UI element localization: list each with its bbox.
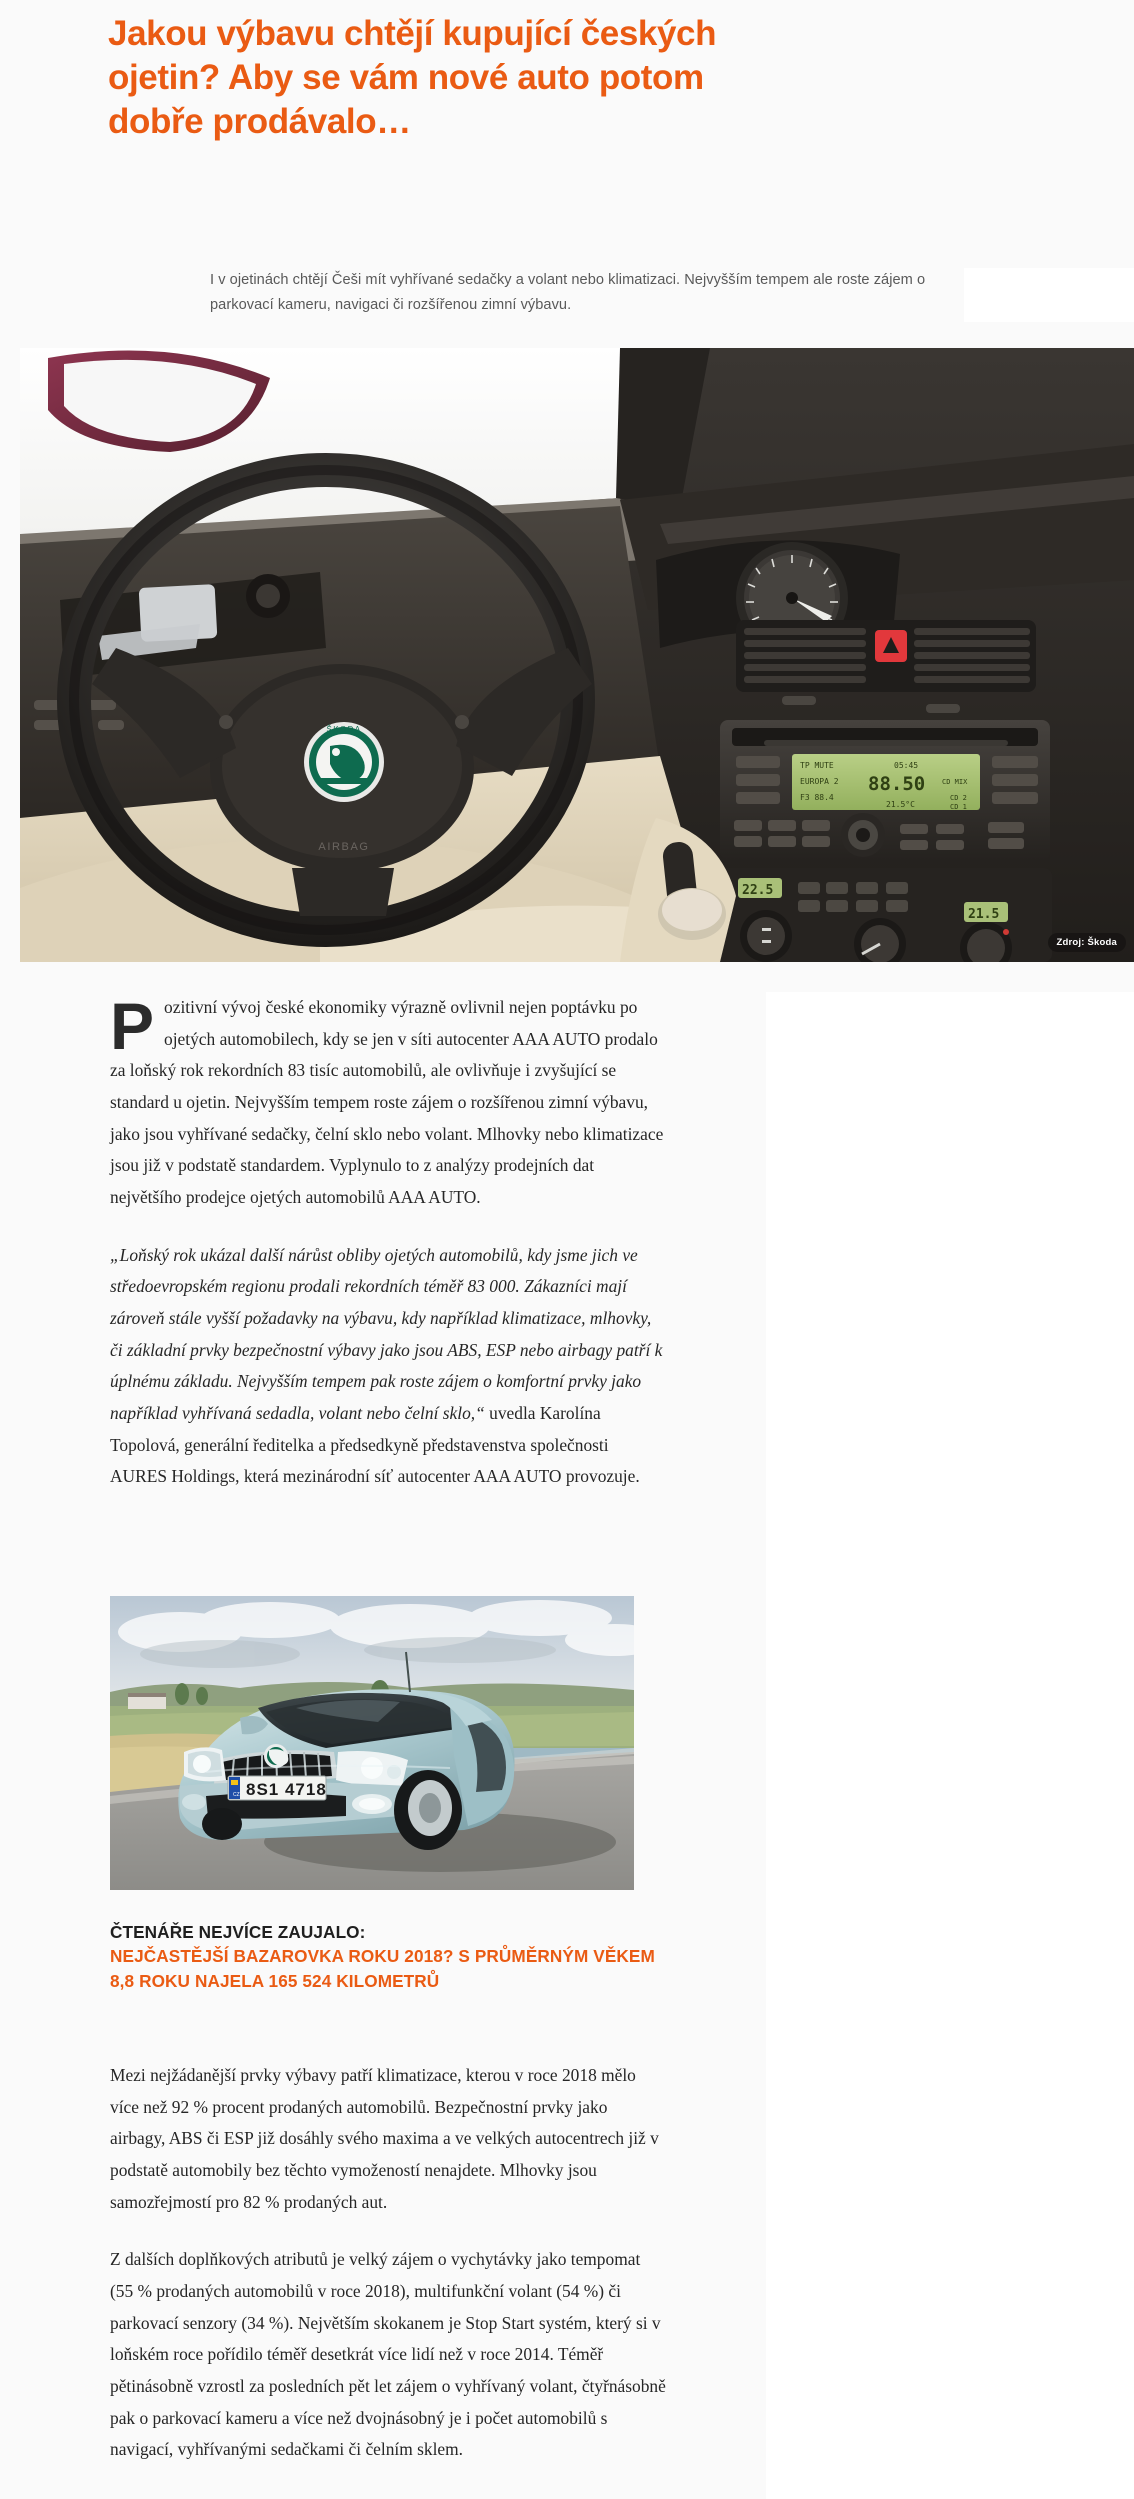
- quote-paragraph: [110, 1240, 666, 1493]
- hero-image: [20, 348, 1134, 962]
- svg-text:88.50: 88.50: [868, 773, 926, 795]
- svg-text:CD MIX: CD MIX: [942, 778, 968, 786]
- lead-paragraph: Pozitivní vývoj české ekonomiky výrazně ovlivnil nejen poptávku po ojetých automobilech, kdy se jen v síti autocenter AAA AUTO prodalo za loňský rok rekordních 83 tisíc automobilů, ale ovlivňuje i zvyšující se standard u ojetin. Nejvyšším tempem roste zájem o rozšířenou zimní výbavu, jako jsou vyhřívané sedačky, čelní sklo nebo volant. Mlhovky nebo klimatizace jsou již v podstatě standardem. Vyplynulo to z analýzy prodejních dat největšího prodejce ojetých automobilů AAA AUTO.: [110, 989, 664, 1208]
- related-article-link[interactable]: NEJČASTĚJŠÍ BAZAROVKA ROKU 2018? S PRŮMĚRNÝM VĚKEM 8,8 ROKU NAJELA 165 524 KILOMETRŮ: [110, 1946, 655, 1991]
- hero-image-graphic: [20, 348, 1134, 962]
- svg-text:CD 2: CD 2: [950, 794, 967, 802]
- quote-text: „Loňský rok ukázal další nárůst obliby ojetých automobilů, kdy jsme jich ve středoevropském regionu prodali rekordních téměř 83 000. Zákazníci mají zároveň stále vyšší požadavky na výbavu, kdy například klimatizace, mlhovky, či základní prvky bezpečnostní výbavy jako jsou ABS, ESP nebo airbagy patří k úplnému základu. Nejvyšším tempem pak roste zájem o komfortní prvky jako například vyhřívaná sedadla, volant nebo čelní sklo,“: [110, 1244, 663, 1424]
- article-perex: I v ojetinách chtějí Češi mít vyhřívané sedačky a volant nebo klimatizaci. Nejvyšším tempem ale roste zájem o parkovací kameru, navigaci či rozšířenou zimní výbavu.: [210, 272, 926, 314]
- hero-image-caption: Zdroj: Škoda: [1048, 933, 1126, 952]
- article-body-top: [110, 989, 666, 1517]
- inline-article-image: [110, 1596, 634, 1890]
- svg-text:21.5°C: 21.5°C: [886, 800, 915, 809]
- quote-attribution: uvedla Karolína Topolová, generální ředitelka a předsedkyně představenstva společnosti AURES Holdings, která mezinárodní síť autocenter AAA AUTO provozuje.: [110, 1403, 640, 1487]
- related-article-block[interactable]: [110, 1920, 670, 1993]
- svg-text:05:45: 05:45: [894, 761, 919, 770]
- perex-side-panel: [964, 268, 1134, 322]
- svg-text:CZ: CZ: [233, 1792, 240, 1798]
- svg-text:21.5: 21.5: [968, 907, 1000, 922]
- svg-text:TP MUTE: TP MUTE: [800, 761, 834, 770]
- svg-text:ŠKODA: ŠKODA: [326, 725, 362, 734]
- article-body-bottom: [110, 2060, 666, 2466]
- page-title: Jakou výbavu chtějí kupující českých ojetin? Aby se vám nové auto potom dobře prodávalo…: [108, 14, 717, 142]
- svg-text:EUROPA 2: EUROPA 2: [800, 777, 839, 786]
- svg-text:CD 1: CD 1: [950, 803, 967, 811]
- equipment-stats-paragraph: Mezi nejžádanější prvky výbavy patří klimatizace, kterou v roce 2018 mělo více než 92 % procent prodaných automobilů. Bezpečnostní prvky jako airbagy, ABS či ESP již dosáhly svého maxima a ve velkých autocentrech již v podstatě automobily bez těchto vymožeností nenajdete. Mlhovky jsou samozřejmostí pro 82 % prodaných aut.: [110, 2065, 659, 2212]
- svg-text:AIRBAG: AIRBAG: [318, 841, 370, 853]
- svg-text:8S1 4718: 8S1 4718: [246, 1780, 327, 1799]
- right-sidebar-panel: [766, 992, 1134, 2499]
- extras-stats-paragraph: Z dalších doplňkových atributů je velký zájem o vychytávky jako tempomat (55 % prodaných automobilů v roce 2018), multifunkční volant (54 %) či parkovací senzory (34 %). Největším skokanem je Stop Start systém, který si v loňském roce pořídilo téměř desetkrát více lidí než v roce 2014. Téměř pětinásobně vzrostl za posledních pět let zájem o vyhřívaný volant, čtyřnásobně pak o parkovací kameru a více než dvojnásobný je i počet automobilů s navigací, vyhřívanými sedačkami či čelním sklem.: [110, 2249, 666, 2460]
- octavia-photo-graphic: [110, 1596, 634, 1890]
- svg-text:F3 88.4: F3 88.4: [800, 793, 834, 802]
- related-kicker: ČTENÁŘE NEJVÍCE ZAUJALO:: [110, 1922, 366, 1942]
- svg-text:22.5: 22.5: [742, 883, 774, 898]
